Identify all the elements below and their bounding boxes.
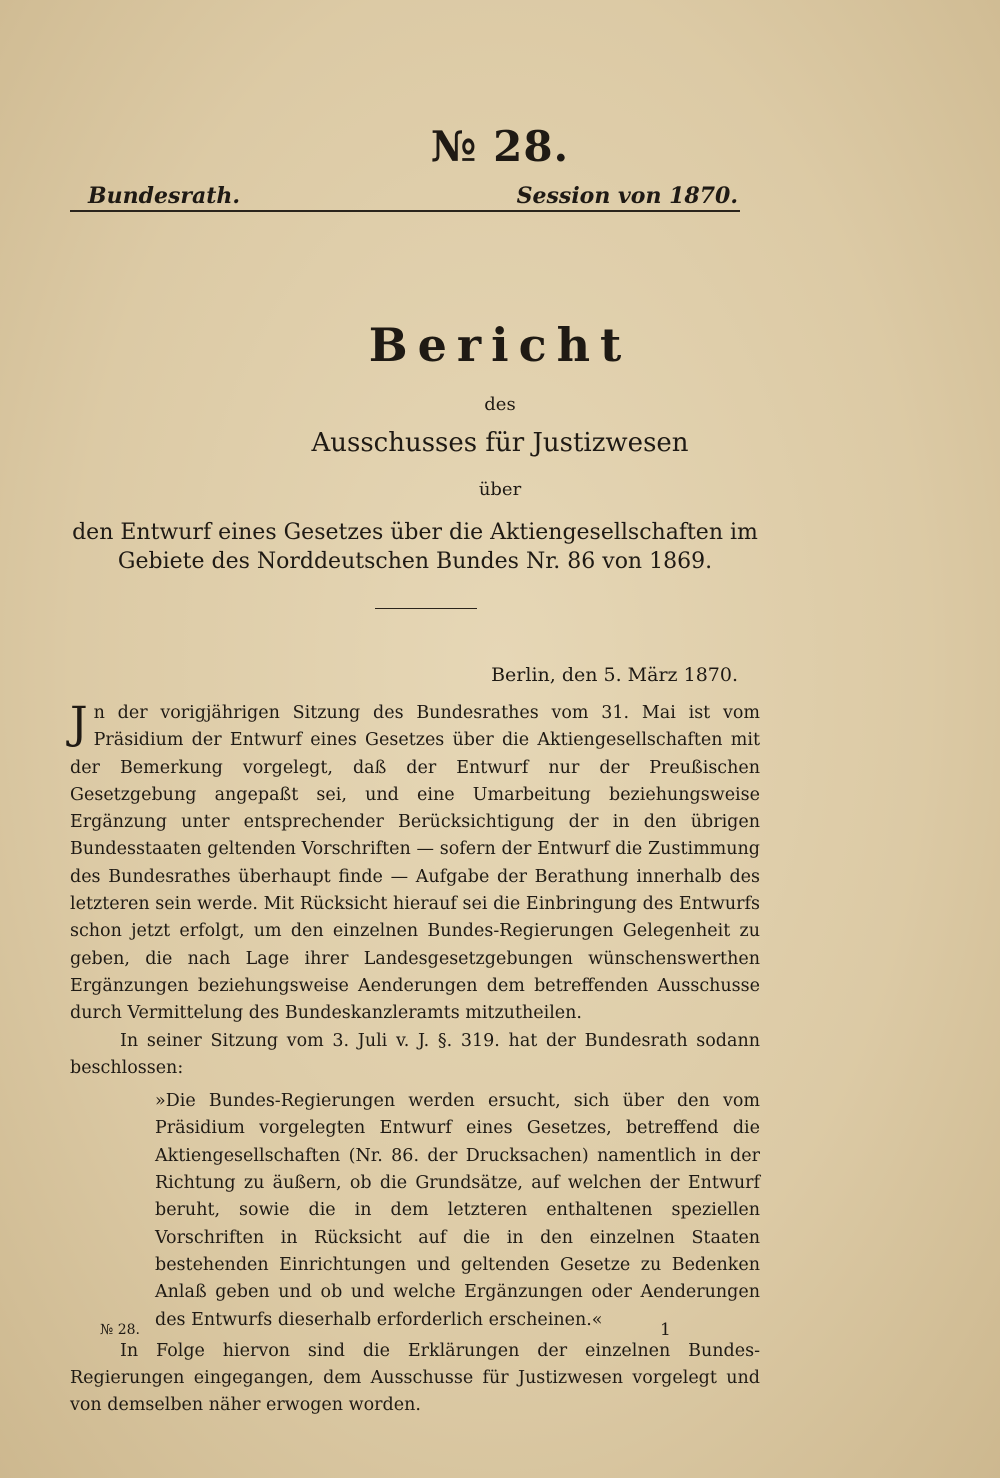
title-connector-ueber: über xyxy=(478,479,522,500)
drop-cap: J xyxy=(70,698,88,749)
separator-rule xyxy=(375,608,477,609)
paragraph-3: In Folge hiervon sind die Erklärungen der einzelnen Bundes-Regierungen eingegangen, dem Ausschusse für Justizwesen vorgelegt und von demselben näher erwogen worden. xyxy=(70,1340,760,1416)
paragraph-1 xyxy=(70,700,760,1028)
paragraph-1-text: n der vorigjährigen Sitzung des Bundesrathes vom 31. Mai ist vom Präsidium der Entwurf eines Gesetzes über die Aktiengesellschaften mit der Bemerkung vorgelegt, daß der Entwurf nur der Preußischen Gesetzgebung angepaßt sei, und eine Umarbeitung beziehungsweise Ergänzung unter entsprechender Berücksichtigung der in den übrigen Bundesstaaten geltenden Vorschriften — sofern der Entwurf die Zustimmung des Bundesrathes überhaupt finde — Aufgabe der Berathung innerhalb des letzteren sein werde. Mit Rücksicht hierauf sei die Einbringung des Entwurfs schon jetzt erfolgt, um den einzelnen Bundes-Regierungen Gelegenheit zu geben, die nach Lage ihrer Landesgesetzgebungen wünschenswerthen Ergänzungen beziehungsweise Aenderungen dem betreffenden Ausschusse durch Vermittelung des Bundeskanzleramts mitzutheilen. xyxy=(70,703,760,1024)
page-title: Bericht xyxy=(368,318,632,372)
title-connector-des: des xyxy=(484,394,516,415)
report-subject: den Entwurf eines Gesetzes über die Aktiengesellschaften im Gebiete des Norddeutschen Bundes Nr. 86 von 1869. xyxy=(72,520,758,574)
body-text xyxy=(70,700,760,1420)
resolution-quote: »Die Bundes-Regierungen werden ersucht, sich über den vom Präsidium vorgelegten Entwurf eines Gesetzes, betreffend die Aktiengesellschaften (Nr. 86. der Drucksachen) namentlich in der Richtung zu äußern, ob die Grundsätze, auf welchen der Entwurf beruht, sowie die in dem letzteren enthaltenen speziellen Vorschriften in Rücksicht auf die in den einzelnen Staaten bestehenden Einrichtungen und geltenden Gesetze zu Bedenken Anlaß geben und ob und welche Ergänzungen oder Aenderungen des Entwurfs dieserhalb erforderlich erscheinen.« xyxy=(155,1091,760,1330)
header-institution: Bundesrath. xyxy=(88,183,241,209)
header-rule xyxy=(70,210,740,212)
document-number: № 28. xyxy=(430,122,570,171)
page-number: 1 xyxy=(660,1320,671,1340)
header-session: Session von 1870. xyxy=(516,183,738,209)
committee-name: Ausschusses für Justizwesen xyxy=(311,428,689,458)
paragraph-2: In seiner Sitzung vom 3. Juli v. J. §. 319. hat der Bundesrath sodann beschlossen: xyxy=(70,1030,760,1078)
dateline: Berlin, den 5. März 1870. xyxy=(491,664,738,686)
footer-document-number: № 28. xyxy=(100,1322,140,1338)
